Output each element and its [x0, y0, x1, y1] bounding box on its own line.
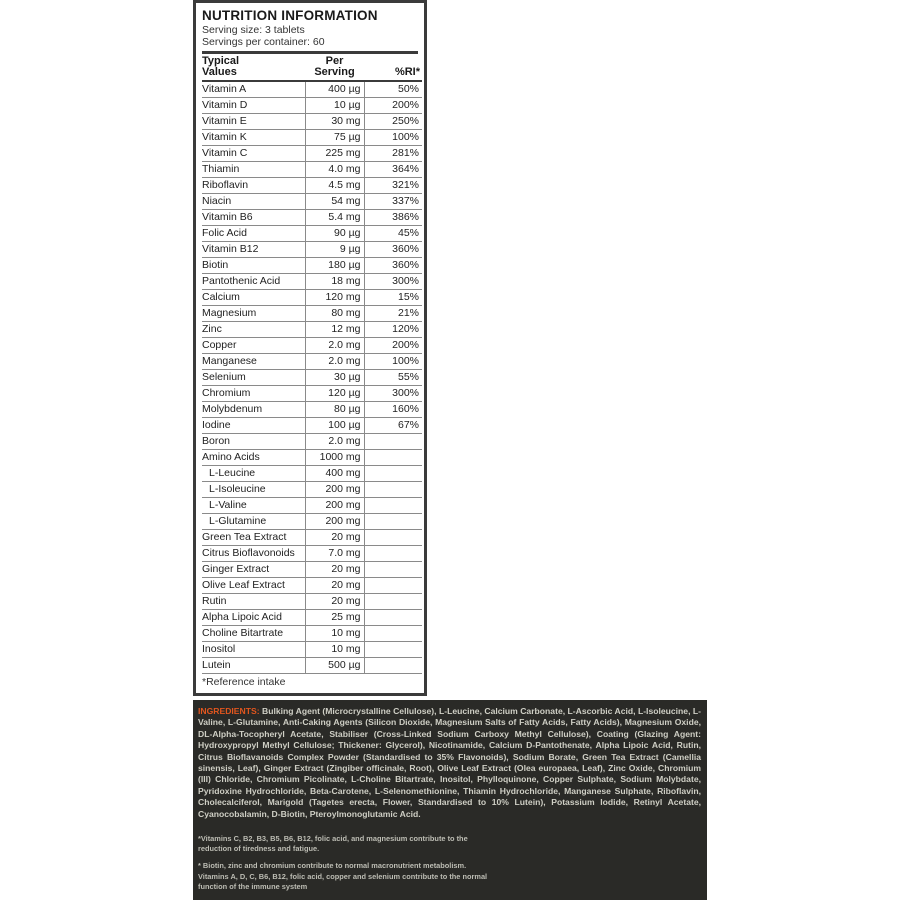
nutrient-amount: 500 µg: [305, 658, 364, 674]
nutrient-amount: 80 µg: [305, 402, 364, 418]
nutrient-amount: 7.0 mg: [305, 546, 364, 562]
nutrient-ri: 67%: [364, 418, 422, 434]
nutrient-amount: 10 mg: [305, 626, 364, 642]
nutrient-row: [202, 258, 422, 274]
nutrient-row: [202, 658, 422, 674]
nutrient-ri: 360%: [364, 242, 422, 258]
nutrient-row: [202, 306, 422, 322]
nutrient-name: L-Glutamine: [202, 514, 305, 530]
nutrient-name: L-Isoleucine: [202, 482, 305, 498]
nutrient-ri: 360%: [364, 258, 422, 274]
nutrient-amount: 100 µg: [305, 418, 364, 434]
nutrient-ri: [364, 658, 422, 674]
nutrient-amount: 225 mg: [305, 146, 364, 162]
nutrient-name: Citrus Bioflavonoids: [202, 546, 305, 562]
nutrient-row: [202, 226, 422, 242]
nutrient-amount: 4.5 mg: [305, 178, 364, 194]
claim-immune: * Biotin, zinc and chromium contribute to normal macronutrient metabolism. Vitamins A, D, C, B6, B12, folic acid, copper and selenium contribute to the normal function of the immune system: [198, 861, 488, 891]
nutrient-ri: [364, 450, 422, 466]
nutrition-header-row: [202, 54, 422, 81]
nutrient-row: [202, 178, 422, 194]
nutrient-name: Inositol: [202, 642, 305, 658]
nutrient-name: Calcium: [202, 290, 305, 306]
nutrient-amount: 30 mg: [305, 114, 364, 130]
nutrient-row: [202, 418, 422, 434]
nutrient-amount: 2.0 mg: [305, 434, 364, 450]
ingredients-list: Bulking Agent (Microcrystalline Cellulose), L-Leucine, Calcium Carbonate, L-Ascorbic Acid, L-Isoleucine, L-Valine, L-Glutamine, Anti-Caking Agents (Silicon Dioxide, Magnesium Salts of Fatty Acids, Fatty Acids), Magnesium Oxide, DL-Alpha-Tocopheryl Acetate, Stabiliser (Cross-Linked Sodium Carboxy Methyl Cellulose), Coating (Glazing Agent: Hydroxypropyl Methyl Cellulose; Thickener: Glycerol), Nicotinamide, Calcium D-Pantothenate, Alpha Lipoic Acid, Rutin, Citrus Bioflavanoids Complex Powder (Standardised to 35% Flavonoids), Sodium Borate, Green Tea Extract (Camellia sinensis, Leaf), Ginger Extract (Zingiber officinale, Root), Olive Leaf Extract (Olea europaea, Leaf), Zinc Oxide, Chromium (III) Chloride, Chromium Picolinate, L-Choline Bitartrate, Inositol, Phylloquinone, Copper Sulphate, Sodium Molybdate, Pyridoxine Hydrochloride, Beta-Carotene, L-Selenomethionine, Thiamin Hydrochloride, Manganese Sulphate, Riboflavin, Cholecalciferol, Marigold (Tagetes erecta, Flower, Standardised to 10% Lutein), Potassium Iodide, Retinyl Acetate, Cyanocobalamin, D-Biotin, Pteroylmonoglutamic Acid.: [198, 706, 701, 819]
nutrient-name: Green Tea Extract: [202, 530, 305, 546]
nutrient-ri: [364, 578, 422, 594]
nutrient-amount: 4.0 mg: [305, 162, 364, 178]
nutrient-row: [202, 450, 422, 466]
ingredients-heading: INGREDIENTS:: [198, 706, 260, 716]
nutrient-ri: [364, 642, 422, 658]
nutrient-ri: [364, 530, 422, 546]
nutrient-ri: 100%: [364, 354, 422, 370]
nutrient-row: [202, 626, 422, 642]
nutrient-amount: 20 mg: [305, 562, 364, 578]
nutrient-amount: 20 mg: [305, 530, 364, 546]
nutrient-ri: 281%: [364, 146, 422, 162]
nutrient-name: Chromium: [202, 386, 305, 402]
nutrient-ri: 45%: [364, 226, 422, 242]
nutrient-row: [202, 642, 422, 658]
nutrient-row: [202, 514, 422, 530]
nutrient-name: Iodine: [202, 418, 305, 434]
nutrient-row: [202, 546, 422, 562]
nutrient-row: [202, 114, 422, 130]
nutrient-name: Rutin: [202, 594, 305, 610]
nutrient-name: Boron: [202, 434, 305, 450]
nutrient-name: Lutein: [202, 658, 305, 674]
nutrient-name: Vitamin C: [202, 146, 305, 162]
nutrient-ri: [364, 514, 422, 530]
nutrient-name: Amino Acids: [202, 450, 305, 466]
nutrient-ri: 200%: [364, 98, 422, 114]
nutrition-label: [193, 0, 427, 696]
nutrient-ri: [364, 434, 422, 450]
nutrient-name: Riboflavin: [202, 178, 305, 194]
nutrient-ri: 386%: [364, 210, 422, 226]
nutrient-row: [202, 81, 422, 98]
nutrient-name: L-Leucine: [202, 466, 305, 482]
nutrient-row: [202, 98, 422, 114]
nutrient-ri: 300%: [364, 274, 422, 290]
nutrient-name: Biotin: [202, 258, 305, 274]
nutrient-ri: 120%: [364, 322, 422, 338]
nutrient-amount: 120 mg: [305, 290, 364, 306]
nutrient-name: Selenium: [202, 370, 305, 386]
nutrient-amount: 12 mg: [305, 322, 364, 338]
servings-per-container: Servings per container: 60: [202, 36, 325, 48]
nutrient-amount: 20 mg: [305, 578, 364, 594]
nutrient-amount: 10 mg: [305, 642, 364, 658]
nutrient-name: Alpha Lipoic Acid: [202, 610, 305, 626]
nutrient-name: Choline Bitartrate: [202, 626, 305, 642]
reference-intake-note: *Reference intake: [202, 676, 286, 688]
nutrient-amount: 9 µg: [305, 242, 364, 258]
nutrient-ri: 100%: [364, 130, 422, 146]
nutrient-row: [202, 562, 422, 578]
nutrient-row: [202, 434, 422, 450]
nutrient-name: Magnesium: [202, 306, 305, 322]
nutrient-row: [202, 274, 422, 290]
nutrient-row: [202, 498, 422, 514]
nutrient-ri: [364, 546, 422, 562]
nutrient-row: [202, 402, 422, 418]
nutrient-row: [202, 322, 422, 338]
nutrient-name: Ginger Extract: [202, 562, 305, 578]
nutrient-name: Copper: [202, 338, 305, 354]
nutrient-ri: [364, 594, 422, 610]
nutrient-ri: 337%: [364, 194, 422, 210]
nutrient-name: Vitamin A: [202, 81, 305, 98]
nutrient-amount: 30 µg: [305, 370, 364, 386]
nutrient-row: [202, 290, 422, 306]
nutrient-ri: 321%: [364, 178, 422, 194]
nutrient-ri: 21%: [364, 306, 422, 322]
nutrient-ri: [364, 626, 422, 642]
nutrient-ri: 160%: [364, 402, 422, 418]
nutrient-name: Vitamin B6: [202, 210, 305, 226]
header-per-serving: Per Serving: [314, 55, 355, 78]
nutrient-amount: 120 µg: [305, 386, 364, 402]
nutrient-amount: 400 µg: [305, 81, 364, 98]
nutrient-row: [202, 594, 422, 610]
nutrient-amount: 400 mg: [305, 466, 364, 482]
nutrient-amount: 200 mg: [305, 514, 364, 530]
nutrient-name: Thiamin: [202, 162, 305, 178]
nutrient-amount: 25 mg: [305, 610, 364, 626]
claim-tiredness: *Vitamins C, B2, B3, B5, B6, B12, folic acid, and magnesium contribute to the reduction of tiredness and fatigue.: [198, 834, 468, 854]
nutrient-name: Vitamin B12: [202, 242, 305, 258]
nutrient-row: [202, 370, 422, 386]
nutrient-name: Pantothenic Acid: [202, 274, 305, 290]
nutrient-amount: 200 mg: [305, 482, 364, 498]
nutrient-amount: 54 mg: [305, 194, 364, 210]
nutrient-row: [202, 210, 422, 226]
nutrient-ri: 55%: [364, 370, 422, 386]
nutrient-name: Folic Acid: [202, 226, 305, 242]
nutrient-amount: 180 µg: [305, 258, 364, 274]
nutrient-row: [202, 610, 422, 626]
health-claims: [198, 834, 498, 892]
nutrient-ri: 50%: [364, 81, 422, 98]
nutrient-amount: 90 µg: [305, 226, 364, 242]
nutrient-amount: 2.0 mg: [305, 354, 364, 370]
nutrient-amount: 2.0 mg: [305, 338, 364, 354]
nutrient-row: [202, 194, 422, 210]
ingredients-panel: [193, 700, 707, 900]
nutrient-ri: 250%: [364, 114, 422, 130]
ingredients-text: [198, 706, 701, 820]
nutrient-ri: [364, 482, 422, 498]
nutrient-ri: [364, 498, 422, 514]
header-typical-values: Typical Values: [202, 55, 240, 78]
nutrient-ri: 364%: [364, 162, 422, 178]
nutrient-amount: 80 mg: [305, 306, 364, 322]
nutrient-amount: 200 mg: [305, 498, 364, 514]
nutrient-ri: 200%: [364, 338, 422, 354]
nutrient-row: [202, 146, 422, 162]
nutrient-name: Zinc: [202, 322, 305, 338]
nutrient-name: Molybdenum: [202, 402, 305, 418]
serving-size: Serving size: 3 tablets: [202, 24, 305, 36]
nutrient-ri: 15%: [364, 290, 422, 306]
nutrient-row: [202, 578, 422, 594]
nutrient-ri: [364, 610, 422, 626]
nutrient-name: Manganese: [202, 354, 305, 370]
nutrient-name: Niacin: [202, 194, 305, 210]
nutrient-name: L-Valine: [202, 498, 305, 514]
nutrient-name: Vitamin K: [202, 130, 305, 146]
nutrient-amount: 18 mg: [305, 274, 364, 290]
nutrient-row: [202, 242, 422, 258]
nutrient-row: [202, 338, 422, 354]
nutrient-row: [202, 354, 422, 370]
nutrient-row: [202, 130, 422, 146]
nutrient-ri: [364, 466, 422, 482]
nutrient-amount: 20 mg: [305, 594, 364, 610]
nutrient-row: [202, 530, 422, 546]
nutrient-amount: 5.4 mg: [305, 210, 364, 226]
nutrient-amount: 10 µg: [305, 98, 364, 114]
nutrient-name: Vitamin E: [202, 114, 305, 130]
nutrition-title: NUTRITION INFORMATION: [202, 8, 378, 23]
header-ri: %RI*: [394, 66, 420, 78]
nutrient-row: [202, 466, 422, 482]
nutrient-row: [202, 162, 422, 178]
nutrient-name: Olive Leaf Extract: [202, 578, 305, 594]
nutrient-name: Vitamin D: [202, 98, 305, 114]
nutrient-row: [202, 482, 422, 498]
nutrient-ri: [364, 562, 422, 578]
nutrient-row: [202, 386, 422, 402]
nutrient-ri: 300%: [364, 386, 422, 402]
nutrient-amount: 1000 mg: [305, 450, 364, 466]
nutrition-table: [202, 54, 422, 674]
nutrient-amount: 75 µg: [305, 130, 364, 146]
